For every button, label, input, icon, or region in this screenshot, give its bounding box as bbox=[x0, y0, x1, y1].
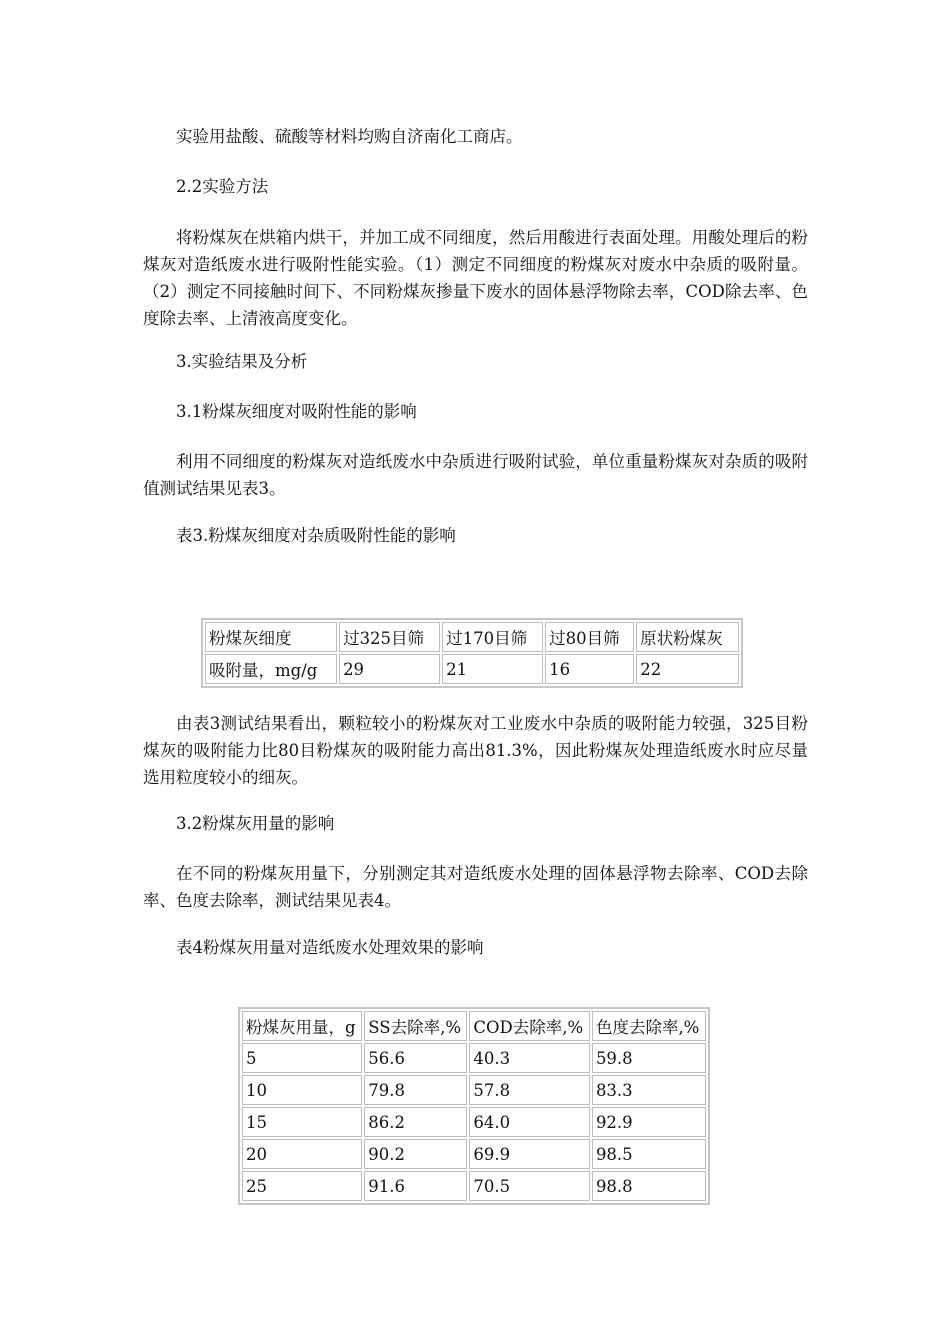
paragraph-materials: 实验用盐酸、硫酸等材料均购自济南化工商店。 bbox=[176, 127, 523, 146]
table-header-row bbox=[205, 622, 739, 652]
table-3 bbox=[201, 618, 743, 688]
table-3-caption: 表3.粉煤灰细度对杂质吸附性能的影响 bbox=[176, 526, 456, 545]
table-4-caption: 表4粉煤灰用量对造纸废水处理效果的影响 bbox=[176, 938, 484, 957]
table-cell: 20 bbox=[242, 1139, 362, 1169]
section-heading-3: 3.实验结果及分析 bbox=[176, 352, 308, 371]
table-cell: 69.9 bbox=[469, 1139, 590, 1169]
table-header-cell: 过80目筛 bbox=[545, 622, 634, 652]
table-cell: 98.8 bbox=[592, 1171, 706, 1201]
table-header-row bbox=[242, 1011, 706, 1041]
table-cell: 64.0 bbox=[469, 1107, 590, 1137]
table-4 bbox=[238, 1007, 710, 1205]
table-cell: 92.9 bbox=[592, 1107, 706, 1137]
table-cell: 22 bbox=[636, 654, 739, 684]
table-row bbox=[205, 654, 739, 684]
table-cell: 10 bbox=[242, 1075, 362, 1105]
table-header-cell: 粉煤灰细度 bbox=[205, 622, 337, 652]
table-header-cell: COD去除率,% bbox=[469, 1011, 590, 1041]
table-cell: 16 bbox=[545, 654, 634, 684]
section-heading-2-2: 2.2实验方法 bbox=[176, 177, 269, 196]
table-cell: 25 bbox=[242, 1171, 362, 1201]
paragraph-dosage-test: 在不同的粉煤灰用量下，分别测定其对造纸废水处理的固体悬浮物去除率、COD去除率、色度去除率，测试结果见表4。 bbox=[143, 864, 808, 910]
table-row bbox=[242, 1043, 706, 1073]
table-header-cell: 色度去除率,% bbox=[592, 1011, 706, 1041]
section-heading-3-2: 3.2粉煤灰用量的影响 bbox=[176, 814, 335, 833]
table-cell: 90.2 bbox=[364, 1139, 467, 1169]
table-cell: 40.3 bbox=[469, 1043, 590, 1073]
table-cell: 70.5 bbox=[469, 1171, 590, 1201]
section-heading-3-1: 3.1粉煤灰细度对吸附性能的影响 bbox=[176, 402, 417, 421]
table-cell: 21 bbox=[442, 654, 543, 684]
table-header-cell: 粉煤灰用量，g bbox=[242, 1011, 362, 1041]
table-row bbox=[242, 1107, 706, 1137]
table-row bbox=[242, 1171, 706, 1201]
table-cell: 79.8 bbox=[364, 1075, 467, 1105]
paragraph-fineness-test: 利用不同细度的粉煤灰对造纸废水中杂质进行吸附试验，单位重量粉煤灰对杂质的吸附值测试结果见表3。 bbox=[143, 452, 808, 498]
table-cell: 29 bbox=[339, 654, 440, 684]
paragraph-table-3-analysis: 由表3测试结果看出，颗粒较小的粉煤灰对工业废水中杂质的吸附能力较强，325目粉煤灰的吸附能力比80目粉煤灰的吸附能力高出81.3%，因此粉煤灰处理造纸废水时应尽量选用粒度较小的细灰。 bbox=[143, 714, 808, 787]
table-cell: 吸附量，mg/g bbox=[205, 654, 337, 684]
table-cell: 86.2 bbox=[364, 1107, 467, 1137]
table-cell: 5 bbox=[242, 1043, 362, 1073]
table-cell: 83.3 bbox=[592, 1075, 706, 1105]
table-header-cell: 过325目筛 bbox=[339, 622, 440, 652]
paragraph-method: 将粉煤灰在烘箱内烘干，并加工成不同细度，然后用酸进行表面处理。用酸处理后的粉煤灰对造纸废水进行吸附性能实验。（1）测定不同细度的粉煤灰对废水中杂质的吸附量。（2）测定不同接触时间下、不同粉煤灰掺量下废水的固体悬浮物除去率，COD除去率、色度除去率、上清液高度变化。 bbox=[143, 228, 808, 328]
table-header-cell: 原状粉煤灰 bbox=[636, 622, 739, 652]
table-cell: 98.5 bbox=[592, 1139, 706, 1169]
table-cell: 15 bbox=[242, 1107, 362, 1137]
table-cell: 59.8 bbox=[592, 1043, 706, 1073]
table-header-cell: SS去除率,% bbox=[364, 1011, 467, 1041]
table-header-cell: 过170目筛 bbox=[442, 622, 543, 652]
table-cell: 91.6 bbox=[364, 1171, 467, 1201]
table-cell: 56.6 bbox=[364, 1043, 467, 1073]
table-row bbox=[242, 1139, 706, 1169]
table-cell: 57.8 bbox=[469, 1075, 590, 1105]
table-row bbox=[242, 1075, 706, 1105]
